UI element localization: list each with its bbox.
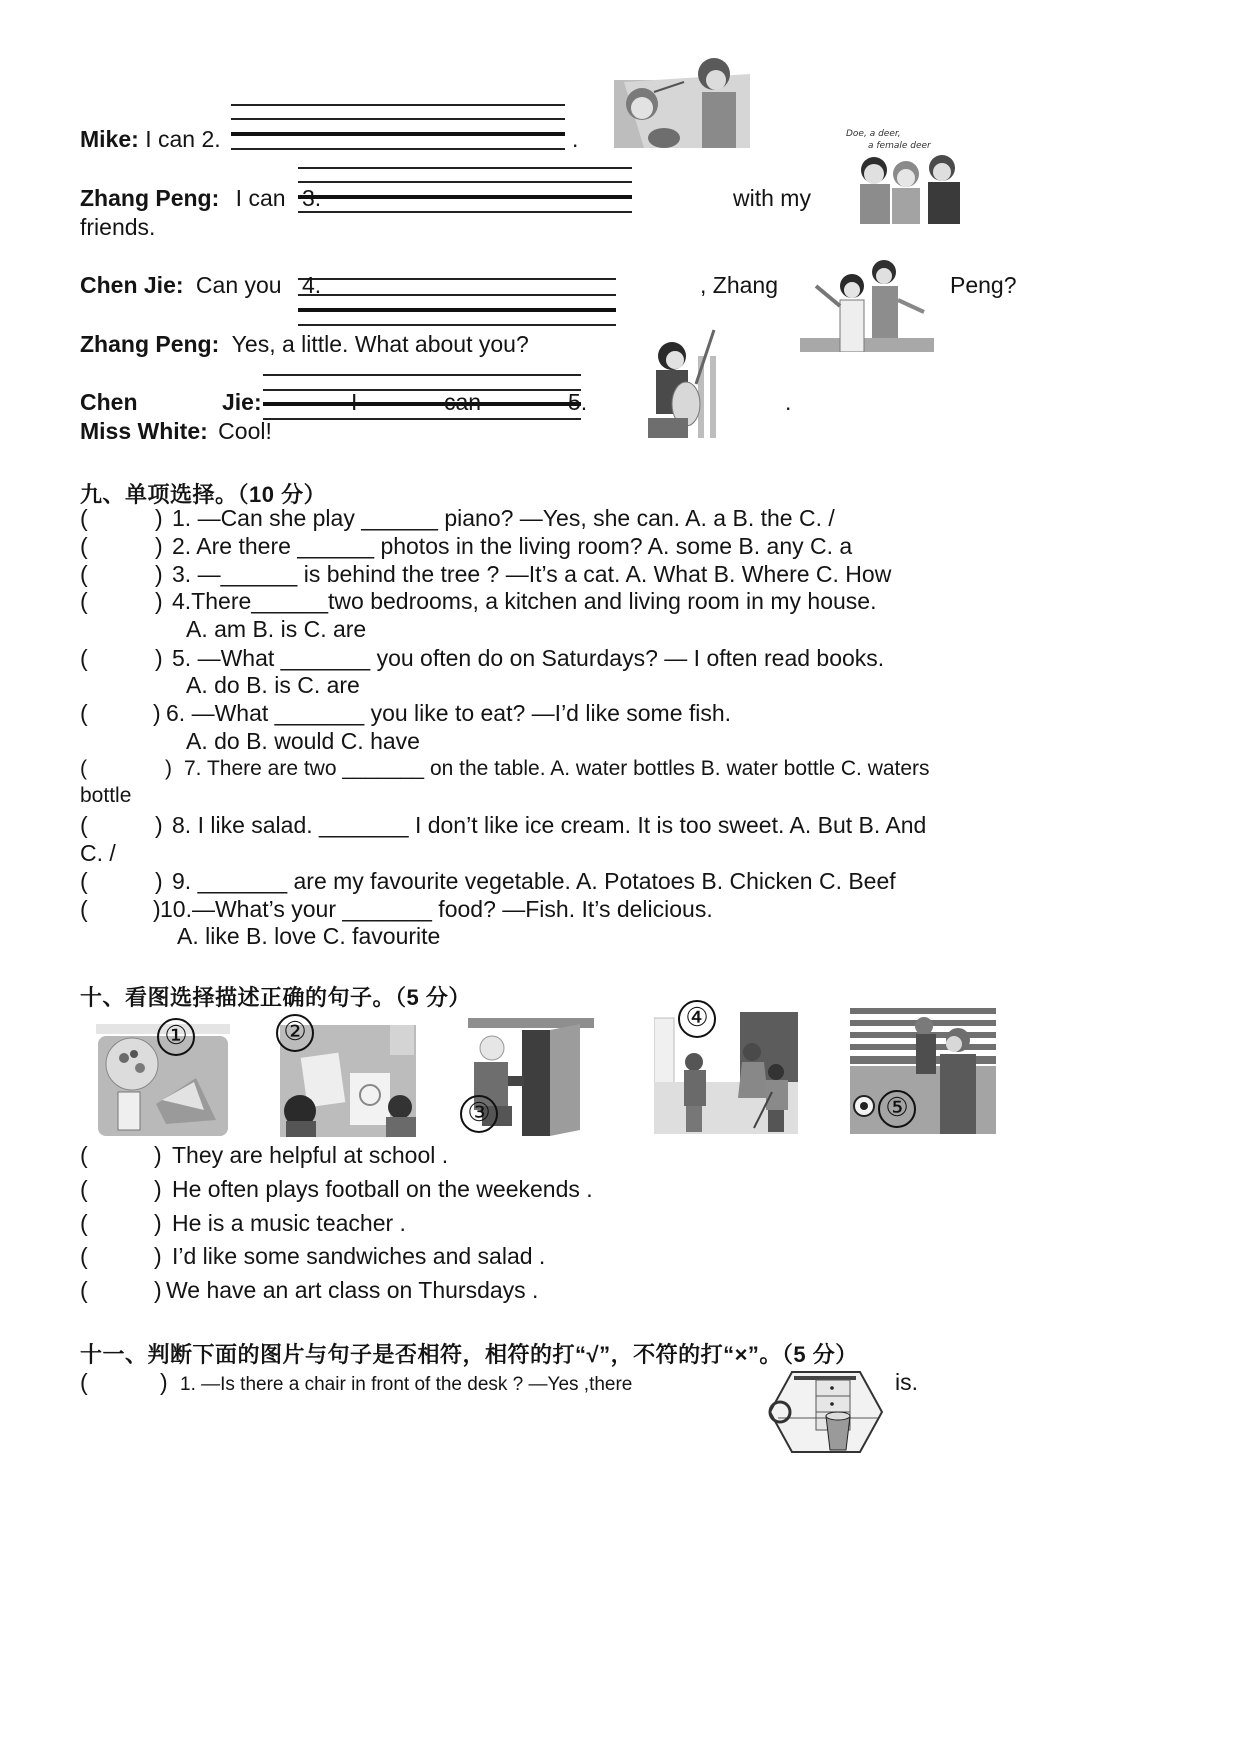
dialogue-zhang-peng-1 [80,185,286,212]
question-text: 2. Are there ______ photos in the living room? A. some B. any C. a [172,533,853,559]
speaker-label: Chen Jie: [80,272,184,298]
answer-bracket-open[interactable]: ( [80,1277,88,1303]
answer-line[interactable] [263,402,581,406]
picture-number: ① [157,1018,195,1056]
dialogue-text: I can 2. [145,126,221,152]
blank-number: 4. [302,272,322,298]
dialogue-text: can [444,389,482,415]
answer-line [231,148,565,150]
answer-line [298,278,616,280]
answer-line [231,118,565,120]
dialogue-text: I [351,389,358,415]
answer-bracket-close: ) [154,1277,162,1303]
kung-fu-picture [800,256,934,352]
speaker-label: Zhang Peng: [80,185,220,211]
question-text-end: is. [895,1369,918,1395]
answer-bracket-open[interactable]: ( [80,1243,88,1269]
picture-number: ⑤ [878,1090,916,1128]
period: . [572,126,579,152]
sentence-text: They are helpful at school . [172,1142,449,1168]
svg-text:Doe, a deer,: Doe, a deer, [846,129,901,139]
answer-bracket-open[interactable]: ( [80,700,88,726]
dialogue-mike [80,126,221,153]
answer-bracket-close: ) [155,505,163,531]
children-singing-picture [840,124,970,224]
answer-line [263,374,581,376]
answer-bracket-open[interactable]: ( [80,1210,88,1236]
section-heading-10: 十、看图选择描述正确的句子。（5 分） [80,985,471,1010]
dialogue-text: I can [235,185,286,211]
section-heading-9: 九、单项选择。（10 分） [80,482,327,507]
answer-bracket-close: ) [160,1369,168,1395]
answer-bracket-open[interactable]: ( [80,1142,88,1168]
question-options: A. like B. love C. favourite [177,923,441,949]
question-options: A. do B. is C. are [186,672,360,698]
blank-number: 3. [302,185,322,211]
children-drawing-picture [614,52,750,148]
answer-line[interactable] [298,195,632,199]
answer-bracket-open[interactable]: ( [80,896,88,922]
desk-and-wastebasket-picture [768,1370,884,1454]
question-text-continued: bottle [80,784,132,807]
answer-bracket-open[interactable]: ( [80,645,88,671]
question-text: 8. I like salad. _______ I don’t like ice cream. It is too sweet. A. But B. And [172,812,927,838]
answer-bracket-close: ) [154,1176,162,1202]
speaker-label: Zhang Peng: [80,331,220,357]
answer-bracket-open[interactable]: ( [80,757,87,780]
dialogue-miss-white [80,418,272,445]
question-text: 3. —______ is behind the tree ? —It’s a cat. A. What B. Where C. How [172,561,892,587]
dialogue-text: with my [733,185,811,211]
sentence-text: I’d like some sandwiches and salad . [172,1243,546,1269]
answer-bracket-open[interactable]: ( [80,533,88,559]
answer-bracket-open[interactable]: ( [80,505,88,531]
answer-bracket-open[interactable]: ( [80,812,88,838]
question-text-content: 1. —Is there a chair in front of the desk ? —Yes ,there [180,1374,633,1395]
answer-bracket-open[interactable]: ( [80,1369,88,1395]
question-text: 10.—What’s your _______ food? —Fish. It’s delicious. [160,896,713,922]
question-options: A. am B. is C. are [186,616,367,642]
answer-line [298,181,632,183]
picture-number: ④ [678,1000,716,1038]
question-text: 4.There______two bedrooms, a kitchen and living room in my house. [172,588,877,614]
answer-line [263,389,581,391]
question-text: 6. —What _______ you like to eat? —I’d like some fish. [166,700,732,726]
speaker-label: Mike: [80,126,139,152]
sentence-text: He often plays football on the weekends . [172,1176,593,1202]
answer-line[interactable] [231,132,565,136]
dialogue-text: Can you [195,272,282,298]
answer-line [298,324,616,326]
answer-line [298,294,616,296]
blank-number: 5. [568,389,588,415]
dialogue-chen-jie-1 [80,272,282,299]
pipa-picture [648,326,724,438]
svg-text:a female deer: a female deer [868,141,931,151]
speaker-label: Miss White: [80,418,208,444]
answer-bracket-close: ) [154,1243,162,1269]
question-text [180,1369,632,1396]
picture-number: ③ [460,1095,498,1133]
speaker-label: Jie: [222,389,262,415]
answer-bracket-close: ) [155,561,163,587]
picture-playing-football [850,1006,996,1134]
answer-bracket-close: ) [154,1142,162,1168]
answer-bracket-open[interactable]: ( [80,1176,88,1202]
question-text: 9. _______ are my favourite vegetable. A. Potatoes B. Chicken C. Beef [172,868,896,894]
answer-bracket-open[interactable]: ( [80,561,88,587]
dialogue-text: , Zhang [700,272,778,298]
question-text-continued: C. / [80,840,116,866]
answer-bracket-close: ) [155,645,163,671]
answer-line [298,211,632,213]
answer-line [263,418,581,420]
question-text: 7. There are two _______ on the table. A. water bottles B. water bottle C. waters [184,757,930,780]
speaker-label: Chen [80,389,138,415]
question-text: 5. —What _______ you often do on Saturdays? — I often read books. [172,645,885,671]
picture-helpful-at-school [654,1012,798,1134]
period: . [785,389,792,415]
dialogue-text: Cool! [218,418,272,444]
answer-bracket-close: ) [153,700,161,726]
section-heading-11: 十一、判断下面的图片与句子是否相符，相符的打“√”，不符的打“×”。（5 分） [80,1342,858,1367]
answer-bracket-close: ) [153,896,161,922]
answer-line[interactable] [298,308,616,312]
dialogue-text: friends. [80,214,156,240]
answer-bracket-close: ) [155,533,163,559]
answer-bracket-close: ) [154,1210,162,1236]
dialogue-text: Peng? [950,272,1017,298]
answer-bracket-close: ) [165,757,172,780]
question-options: A. do B. would C. have [186,728,420,754]
picture-number: ② [276,1014,314,1052]
sentence-text: We have an art class on Thursdays . [166,1277,539,1303]
answer-bracket-close: ) [155,812,163,838]
answer-line [298,167,632,169]
answer-bracket-close: ) [155,868,163,894]
answer-bracket-close: ) [155,588,163,614]
sentence-text: He is a music teacher . [172,1210,406,1236]
answer-bracket-open[interactable]: ( [80,588,88,614]
dialogue-text: Yes, a little. What about you? [231,331,529,357]
question-text: 1. —Can she play ______ piano? —Yes, she can. A. a B. the C. / [172,505,835,531]
answer-line [231,104,565,106]
answer-bracket-open[interactable]: ( [80,868,88,894]
dialogue-zhang-peng-2 [80,331,529,358]
